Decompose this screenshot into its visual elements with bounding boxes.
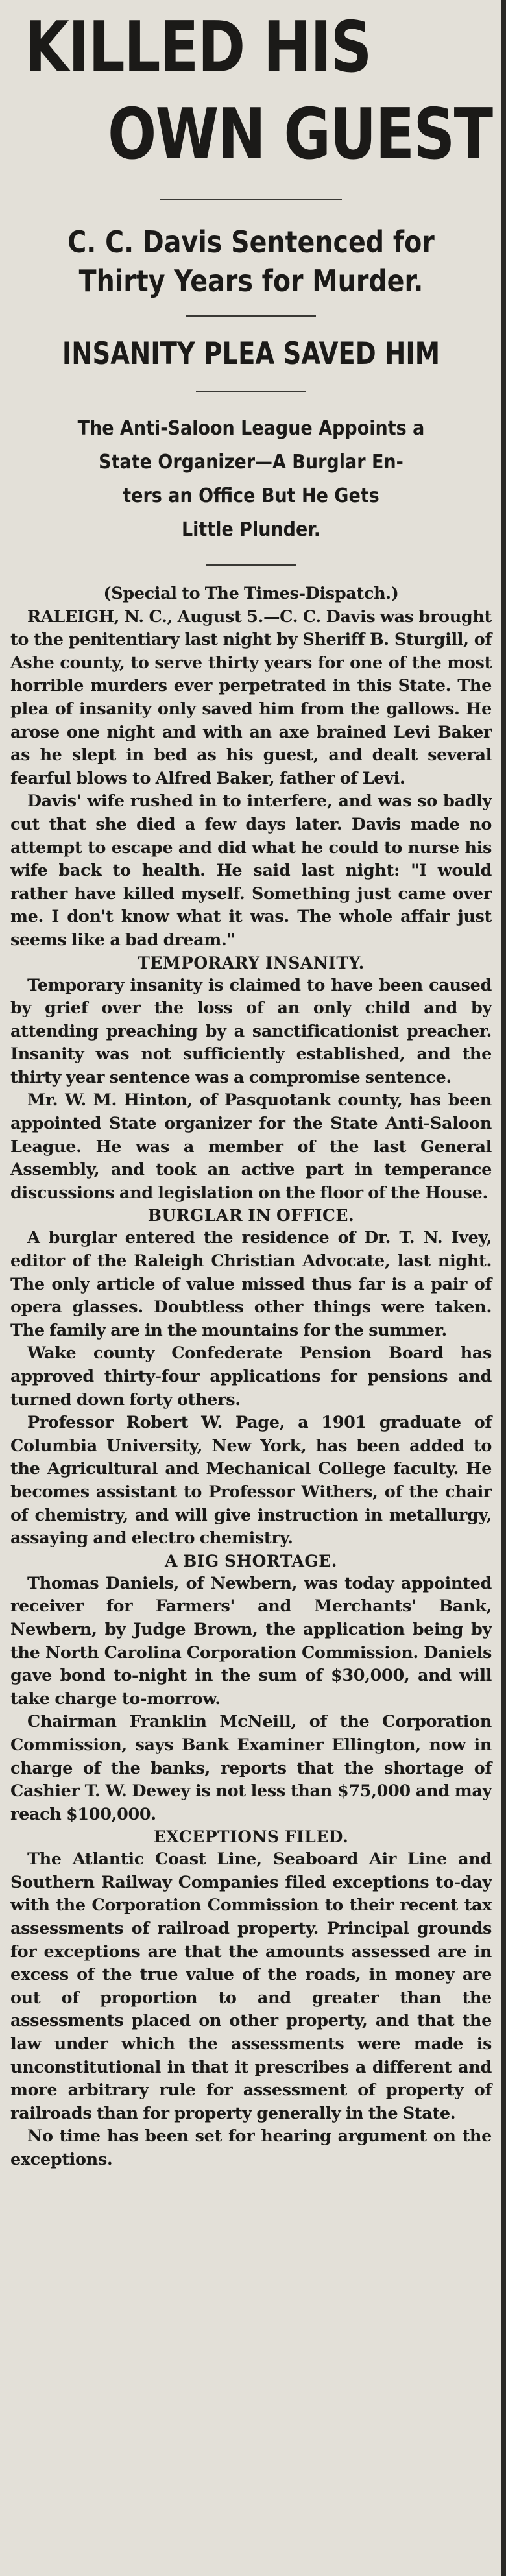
deck-tertiary: [17, 412, 485, 547]
deck-tertiary-line: Little Plunder.: [181, 518, 321, 541]
deck-secondary: INSANITY PLEA SAVED HIM: [62, 336, 440, 372]
article-paragraph: Professor Robert W. Page, a 1901 graduate of Columbia University, New York, has been added to the Agricultural and Mechanical College faculty. He becomes assistant to Professor Withers, of the chair of chemistry, and will give instruction in metallurgy, assaying and electro chemistry.: [10, 1413, 492, 1548]
article-paragraph: Temporary insanity is claimed to have been caused by grief over the loss of an only child and by attending preaching by a sanctificationist preacher. Insanity was not sufficiently established, and the thirty year sentence was a compromise sentence.: [10, 975, 492, 1087]
headline-line-2: OWN GUEST: [108, 94, 492, 175]
deck-tertiary-line: The Anti-Saloon League Appoints a: [77, 417, 425, 440]
subhead-burglar-in-office: BURGLAR IN OFFICE.: [147, 1206, 355, 1225]
subhead-temporary-insanity: TEMPORARY INSANITY.: [138, 953, 365, 972]
subhead-exceptions-filed: EXCEPTIONS FILED.: [153, 1827, 349, 1847]
deck-primary: C. C. Davis Sentenced for Thirty Years for Murder.: [67, 224, 435, 298]
article-body: [10, 583, 492, 2172]
headline-line-1: KILLED HIS: [25, 7, 371, 88]
special-credit: (Special to The Times-Dispatch.): [103, 584, 399, 603]
article-paragraph: A burglar entered the residence of Dr. T. N. Ivey, editor of the Raleigh Christian Advocate, last night. The only article of value missed thus far is a pair of opera glasses. Doubtless other things were taken. The family are in the mountains for the summer.: [10, 1228, 492, 1340]
article-paragraph: Chairman Franklin McNeill, of the Corporation Commission, says Bank Examiner Ellington, now in charge of the banks, reports that the shortage of Cashier T. W. Dewey is not less than $75,000 and may reach $100,000.: [10, 1712, 492, 1824]
article-paragraph: Mr. W. M. Hinton, of Pasquotank county, has been appointed State organizer for the State Anti-Saloon League. He was a member of the last General Assembly, and took an active part in temperance discussions and legislation on the floor of the House.: [10, 1090, 492, 1203]
deck-rule-3: [206, 564, 296, 566]
deck-tertiary-line: ters an Office But He Gets: [123, 485, 380, 507]
subhead-a-big-shortage: A BIG SHORTAGE.: [164, 1551, 337, 1571]
article-paragraph: No time has been set for hearing argument on the exceptions.: [10, 2126, 492, 2169]
article-paragraph: Davis' wife rushed in to interfere, and was so badly cut that she died a few days later. Davis made no attempt to escape and did what he could to nurse his wife back to health. He said last night: "I would rather have killed myself. Something just came over me. I don't know what it was. The whole affair just seems like a bad dream.": [10, 791, 492, 950]
article-paragraph: The Atlantic Coast Line, Seaboard Air Line and Southern Railway Companies filed exceptions to-day with the Corporation Commission to their recent tax assessments of railroad property. Principal grounds for exceptions are that the amounts assessed are in excess of the true value of the roads, in money are out of proportion to and greater than the assessments placed on other property, and that the law under which the assessments were made is unconstitutional in that it prescribes a different and more arbitrary rule for assessment of property of railroads than for property generally in the State.: [10, 1849, 492, 2123]
article-paragraph: Wake county Confederate Pension Board has approved thirty-four applications for pensions and turned down forty others.: [10, 1343, 492, 1410]
headline-rule: [160, 199, 342, 200]
deck-tertiary-line: State Organizer—A Burglar En-: [99, 451, 404, 474]
deck-rule-2: [196, 391, 306, 392]
article-paragraph: Thomas Daniels, of Newbern, was today appointed receiver for Farmers' and Merchants' Bank, Newbern, by Judge Brown, the application being by the North Carolina Corporation Commission. Daniels gave bond to-night in the sum of $30,000, and will take charge to-morrow.: [10, 1573, 492, 1709]
article-paragraph: RALEIGH, N. C., August 5.—C. C. Davis was brought to the penitentiary last night by Sheriff B. Sturgill, of Ashe county, to serve thirty years for one of the most horrible murders ever perpetrated in this State. The plea of insanity only saved him from the gallows. He arose one night and with an axe brained Levi Baker as he slept in bed as his guest, and dealt several fearful blows to Alfred Baker, father of Levi.: [10, 607, 492, 788]
deck-rule-1: [186, 315, 316, 317]
